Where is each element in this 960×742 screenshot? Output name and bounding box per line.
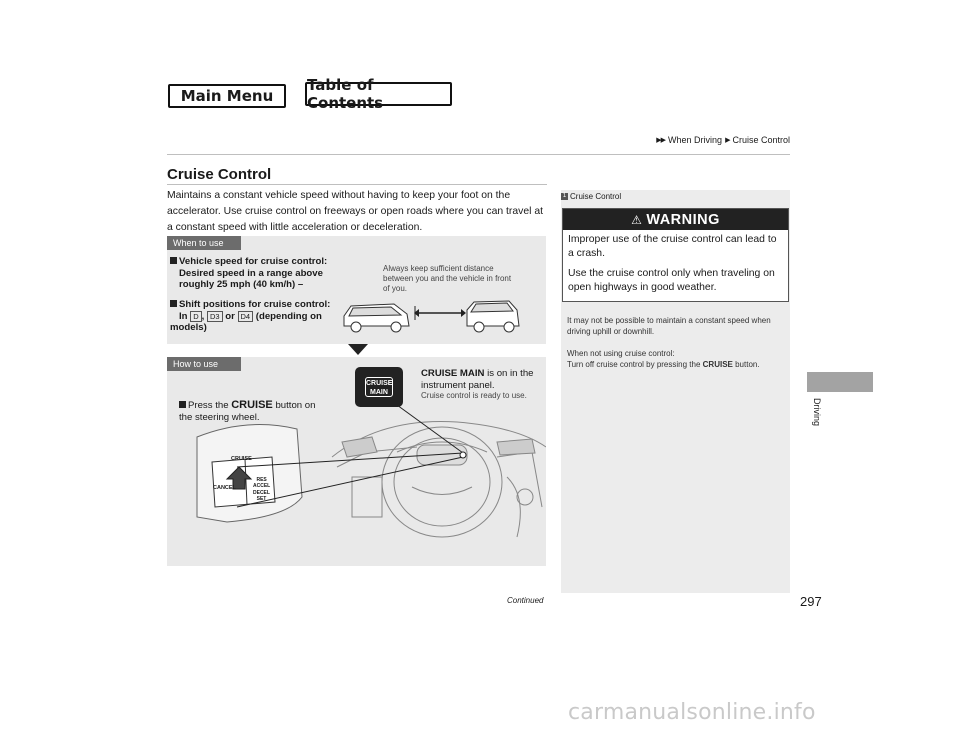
- warning-paragraph-2: Use the cruise control only when traveling on open highways in good weather.: [568, 268, 775, 293]
- bullet-square-icon: [170, 257, 177, 264]
- press-prefix: Press the: [188, 400, 229, 411]
- section-title: Cruise Control: [167, 166, 272, 183]
- switch-accel: ACCEL: [253, 483, 271, 489]
- breadcrumb: [656, 135, 790, 145]
- ready-note: Cruise control is ready to use.: [421, 391, 527, 400]
- arrow-down-icon: [348, 344, 368, 355]
- switch-res: RES: [256, 477, 267, 483]
- speed-bullet-title: Vehicle speed for cruise control:: [179, 256, 328, 267]
- shift-bullet: Shift positions for cruise control: In D , D3 or D4 (depending on models): [170, 299, 331, 333]
- when-to-use-tag: When to use: [167, 236, 241, 250]
- sidebar-text: [567, 315, 787, 381]
- bullet-square-icon: [170, 300, 177, 307]
- sidebar-note-2-suffix: button.: [735, 360, 760, 369]
- warning-triangle-icon: ⚠: [631, 212, 643, 227]
- switch-decel: DECEL: [253, 490, 270, 496]
- shift-bullet-tail: (depending on models): [170, 310, 322, 333]
- press-button-name: CRUISE: [231, 399, 273, 411]
- switch-cruise-label: CRUISE: [231, 456, 252, 462]
- speed-bullet: [170, 256, 340, 291]
- indicator-line2: MAIN: [370, 389, 388, 396]
- main-menu-button[interactable]: Main Menu: [168, 84, 286, 108]
- gear-d4-icon: D4: [238, 311, 254, 322]
- switch-set: SET: [256, 496, 267, 502]
- indicator-name: CRUISE MAIN: [421, 368, 485, 379]
- warning-paragraph-1: Improper use of the cruise control can lead to a crash.: [568, 234, 777, 259]
- two-vehicles-illustration: [339, 298, 539, 336]
- breadcrumb-parent[interactable]: When Driving: [668, 135, 723, 145]
- when-to-use-panel: [167, 236, 546, 344]
- gear-d-icon: D: [190, 311, 201, 322]
- sidebar-note-2: [567, 348, 787, 370]
- chapter-tab[interactable]: [807, 372, 873, 392]
- speed-bullet-body: Desired speed in a range above roughly 25 mph (40 km/h) –: [179, 267, 323, 290]
- indicator-text: is on in the instrument panel.: [421, 368, 534, 391]
- chapter-tab-label: Driving: [812, 398, 822, 427]
- header-divider: [167, 154, 790, 155]
- switch-cancel-label: CANCEL: [213, 485, 236, 491]
- sidebar-heading-text: Cruise Control: [570, 192, 622, 201]
- gear-d3-icon: D3: [207, 311, 223, 322]
- sidebar-note-2-line1: When not using cruise control:: [567, 349, 675, 358]
- distance-note: Always keep sufficient distance between you and the vehicle in front of you.: [383, 264, 512, 293]
- breadcrumb-arrow-icon: ▶▶: [656, 137, 666, 144]
- switch-res-accel-label: [253, 477, 270, 489]
- warning-title: WARNING: [646, 211, 720, 228]
- indicator-line1: CRUISE: [366, 380, 393, 387]
- steering-wheel-illustration: [167, 357, 546, 566]
- sidebar-heading: [561, 192, 621, 201]
- breadcrumb-current: Cruise Control: [732, 135, 790, 145]
- switch-decel-set-label: [253, 490, 270, 502]
- breadcrumb-arrow-icon: ▶: [725, 137, 730, 144]
- how-to-use-panel: [167, 357, 546, 566]
- intro-paragraph: Maintains a constant vehicle speed without having to keep your foot on the accelerator. Use cruise control on freeways or open roads where you can travel at a constant speed with little acceleration or deceleration.: [167, 190, 543, 233]
- continued-label: Continued: [507, 596, 544, 605]
- warning-box: [562, 208, 789, 302]
- note-number-icon: 1: [562, 193, 567, 199]
- sidebar-note-2-button: CRUISE: [702, 360, 733, 369]
- sidebar-note-2-prefix: Turn off cruise control by pressing the: [567, 360, 701, 369]
- shift-in-text: In: [179, 310, 188, 322]
- press-suffix: button on the steering wheel.: [179, 400, 316, 423]
- sidebar-note-1: It may not be possible to maintain a constant speed when driving uphill or downhill.: [567, 316, 771, 336]
- how-to-use-tag: How to use: [167, 357, 241, 371]
- page-number: 297: [800, 594, 822, 609]
- title-divider: [167, 184, 547, 185]
- watermark: carmanualsonline.info: [568, 700, 816, 725]
- shift-bullet-title: Shift positions for cruise control:: [179, 299, 331, 310]
- table-of-contents-button[interactable]: Table of Contents: [305, 82, 452, 106]
- shift-or-text: or: [225, 310, 235, 322]
- warning-header: [563, 209, 788, 230]
